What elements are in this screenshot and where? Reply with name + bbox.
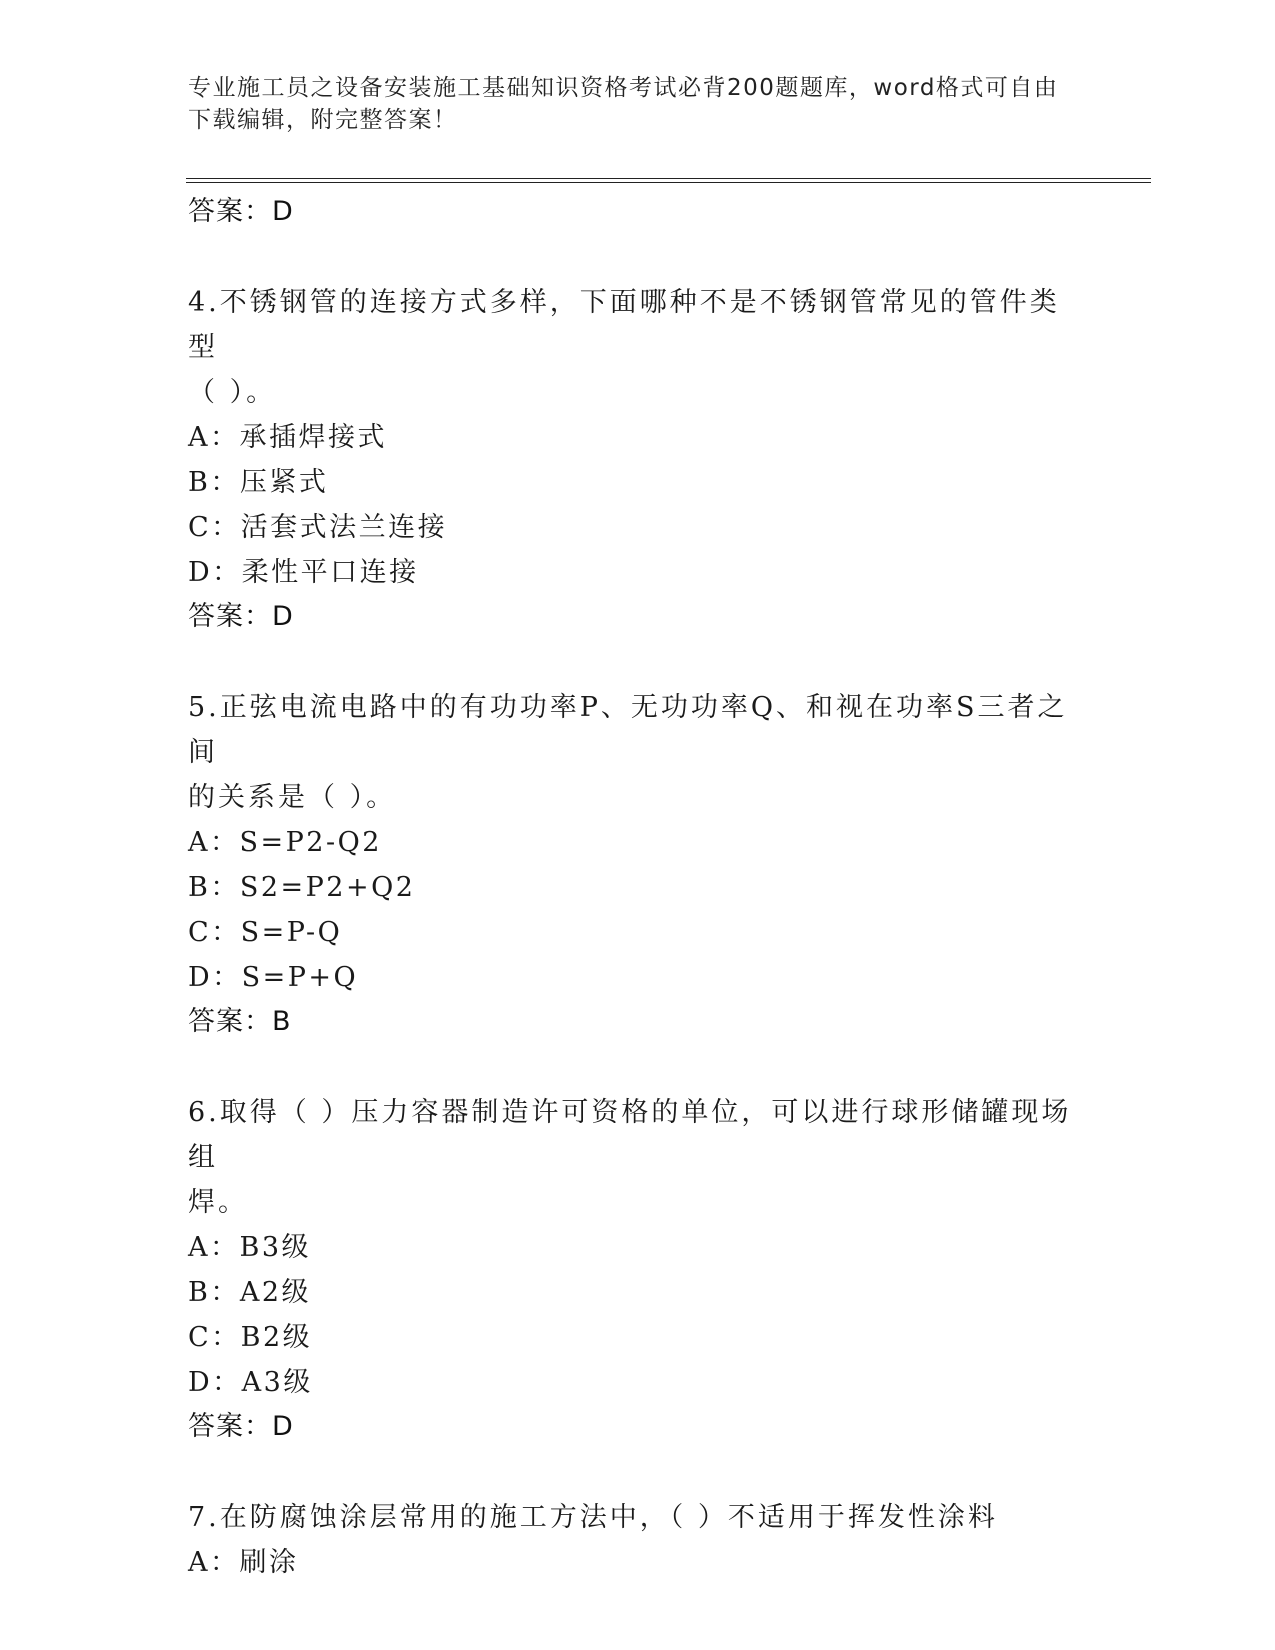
question-stem-continued: 的关系是（ ）。 (188, 782, 397, 813)
question-stem: 5.正弦电流电路中的有功功率P、无功功率Q、和视在功率S三者之间 (188, 692, 1068, 768)
option-b: B：A2级 (188, 1277, 312, 1308)
document-header (188, 72, 1078, 136)
answer-line: 答案：D (188, 1411, 294, 1442)
question-block-4 (188, 280, 1088, 639)
option-b: B：压紧式 (188, 467, 329, 498)
option-a: A：S=P2-Q2 (188, 827, 382, 858)
header-line-1: 专业施工员之设备安装施工基础知识资格考试必背200题题库，word格式可自由 (188, 75, 1059, 101)
option-b: B：S2=P2+Q2 (188, 872, 416, 903)
option-c: C：S=P-Q (188, 917, 343, 948)
spacer (188, 1044, 1088, 1090)
option-c: C：B2级 (188, 1322, 313, 1353)
option-a: A：B3级 (188, 1232, 312, 1263)
option-a: A：刷涂 (188, 1547, 299, 1578)
header-line-2: 下载编辑，附完整答案！ (188, 107, 458, 133)
question-stem: 6.取得（ ）压力容器制造许可资格的单位，可以进行球形储罐现场组 (188, 1097, 1072, 1173)
spacer (188, 234, 1088, 280)
question-stem-continued: 焊。 (188, 1187, 248, 1218)
question-block-6 (188, 1090, 1088, 1449)
option-c: C：活套式法兰连接 (188, 512, 448, 543)
spacer (188, 1449, 1088, 1495)
spacer (188, 639, 1088, 685)
option-d: D：A3级 (188, 1367, 313, 1398)
question-block-7 (188, 1495, 1088, 1585)
option-d: D：S=P+Q (188, 962, 359, 993)
answer-line: 答案：D (188, 601, 294, 632)
question-stem-continued: （ ）。 (188, 377, 277, 408)
option-d: D：柔性平口连接 (188, 557, 419, 588)
question-stem: 7.在防腐蚀涂层常用的施工方法中，（ ）不适用于挥发性涂料 (188, 1502, 998, 1533)
answer-line: 答案：B (188, 1006, 292, 1037)
option-a: A：承插焊接式 (188, 422, 387, 453)
question-stem: 4.不锈钢管的连接方式多样，下面哪种不是不锈钢管常见的管件类型 (188, 287, 1060, 363)
answer-line: 答案：D (188, 196, 294, 227)
question-block-5 (188, 685, 1088, 1044)
header-divider (186, 178, 1151, 183)
question-list (188, 190, 1088, 1585)
